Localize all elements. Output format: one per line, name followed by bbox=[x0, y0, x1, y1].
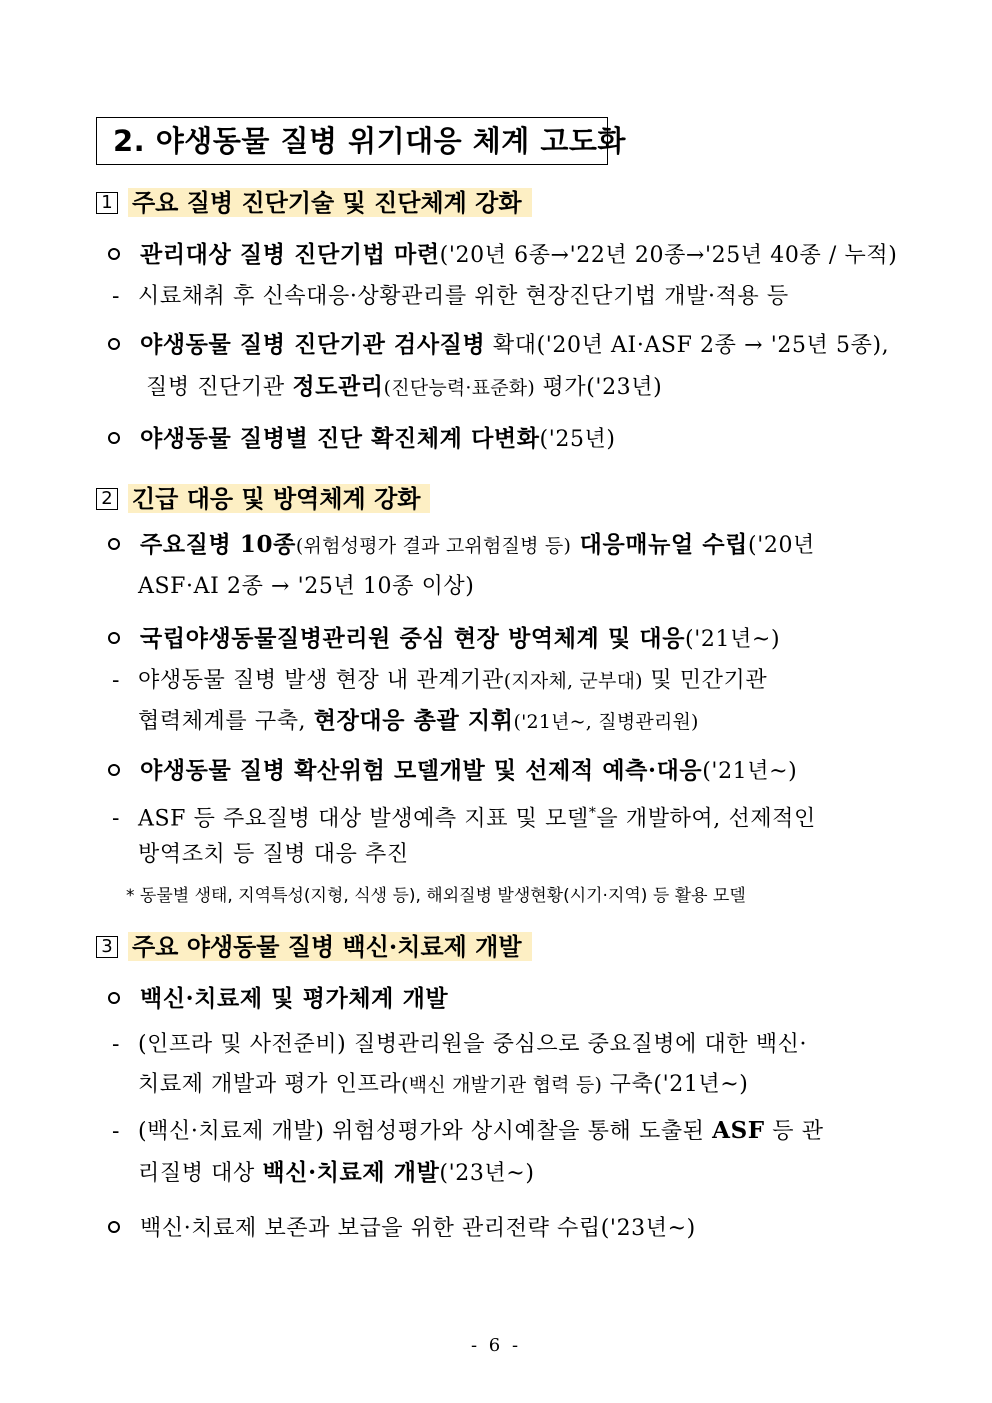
list-item-continuation bbox=[138, 1070, 749, 1100]
item-note: (백신 개발기관 협력 등) bbox=[401, 1074, 603, 1096]
item-note: (위험성평가 결과 고위험질병 등) bbox=[295, 535, 572, 557]
page-number: - 6 - bbox=[470, 1335, 522, 1356]
item-text: 을 개발하여, 선제적인 bbox=[596, 806, 816, 832]
item-emphasis: 야생동물 질병 진단기관 검사질병 bbox=[140, 331, 486, 358]
section-1-heading bbox=[96, 186, 532, 220]
item-text: ('20년 bbox=[748, 533, 815, 558]
item-text: 방역조치 등 질병 대응 추진 bbox=[138, 842, 409, 867]
section-number-box: 3 bbox=[96, 936, 118, 958]
list-item-continuation bbox=[138, 840, 409, 870]
footnote-marker: * bbox=[588, 805, 597, 821]
item-emphasis: 야생동물 질병 확산위험 모델개발 및 선제적 예측·대응 bbox=[140, 757, 703, 784]
item-text: 질병 진단기관 bbox=[146, 375, 293, 400]
dash-bullet: - bbox=[112, 284, 121, 309]
item-text: ('21년~) bbox=[702, 759, 798, 784]
circle-bullet-icon bbox=[108, 248, 120, 260]
list-item bbox=[108, 624, 780, 655]
item-text: 및 민간기관 bbox=[642, 668, 768, 693]
chapter-title: 2. 야생동물 질병 위기대응 체계 고도화 bbox=[96, 117, 608, 165]
list-item bbox=[108, 1214, 696, 1244]
item-note: ('21년~, 질병관리원) bbox=[513, 711, 699, 733]
circle-bullet-icon bbox=[108, 538, 120, 550]
list-item bbox=[112, 282, 789, 312]
item-text: ('20년 6종→'22년 20종→'25년 40종 / 누적) bbox=[439, 243, 898, 268]
list-item bbox=[108, 984, 448, 1015]
item-text: 구축('21년~) bbox=[602, 1072, 749, 1097]
item-note: (진단능력·표준화) bbox=[383, 377, 535, 399]
item-text: ASF·AI 2종 → '25년 10종 이상) bbox=[138, 574, 475, 599]
dash-bullet: - bbox=[112, 806, 121, 832]
footnote: * 동물별 생태, 지역특성(지형, 식생 등), 해외질병 발생현황(시기·지역) 등 활용 모델 bbox=[126, 886, 746, 906]
item-emphasis: 현장대응 총괄 지휘 bbox=[313, 707, 514, 734]
item-text: 협력체계를 구축, bbox=[138, 709, 314, 734]
item-emphasis: 백신·치료제 개발 bbox=[262, 1159, 440, 1186]
dash-bullet: - bbox=[112, 1119, 121, 1144]
list-item bbox=[112, 798, 816, 834]
item-emphasis: 주요질병 10종 bbox=[140, 531, 296, 558]
item-note: (지자체, 군부대) bbox=[503, 670, 643, 692]
item-text: 리질병 대상 bbox=[138, 1161, 263, 1186]
item-emphasis: 대응매뉴얼 수립 bbox=[571, 531, 749, 558]
section-title: 주요 야생동물 질병 백신·치료제 개발 bbox=[128, 932, 532, 961]
circle-bullet-icon bbox=[108, 432, 120, 444]
item-emphasis: 야생동물 질병별 진단 확진체계 다변화 bbox=[140, 425, 540, 452]
item-emphasis: 관리대상 질병 진단기법 마련 bbox=[140, 241, 440, 268]
item-emphasis: 정도관리 bbox=[292, 373, 384, 400]
circle-bullet-icon bbox=[108, 1221, 120, 1233]
item-text: 평가('23년) bbox=[534, 375, 663, 400]
list-item bbox=[108, 756, 797, 787]
section-title: 주요 질병 진단기술 및 진단체계 강화 bbox=[128, 188, 532, 217]
dash-bullet: - bbox=[112, 1032, 121, 1057]
section-2-heading bbox=[96, 482, 430, 516]
list-item-continuation bbox=[138, 706, 699, 737]
list-item bbox=[112, 1116, 824, 1147]
item-text: 확대('20년 AI·ASF 2종 → '25년 5종), bbox=[485, 333, 890, 358]
item-text: (인프라 및 사전준비) 질병관리원을 중심으로 중요질병에 대한 백신· bbox=[138, 1032, 808, 1057]
item-emphasis: 국립야생동물질병관리원 중심 현장 방역체계 및 대응 bbox=[140, 625, 686, 652]
circle-bullet-icon bbox=[108, 764, 120, 776]
section-title: 긴급 대응 및 방역체계 강화 bbox=[128, 484, 430, 513]
item-text: (백신·치료제 개발) 위험성평가와 상시예찰을 통해 도출된 bbox=[138, 1119, 713, 1144]
section-number-box: 1 bbox=[96, 192, 118, 214]
circle-bullet-icon bbox=[108, 992, 120, 1004]
item-text: ('25년) bbox=[539, 427, 616, 452]
item-text: ASF 등 주요질병 대상 발생예측 지표 및 모델 bbox=[138, 806, 589, 832]
item-emphasis: ASF bbox=[712, 1117, 765, 1144]
item-text: 등 관 bbox=[764, 1119, 824, 1144]
list-item-continuation bbox=[138, 572, 474, 602]
list-item bbox=[108, 240, 897, 271]
item-emphasis: 백신·치료제 및 평가체계 개발 bbox=[140, 985, 449, 1012]
dash-bullet: - bbox=[112, 668, 121, 693]
item-text: ('21년~) bbox=[685, 627, 781, 652]
list-item bbox=[112, 1030, 807, 1060]
list-item bbox=[108, 330, 889, 361]
item-text: 백신·치료제 보존과 보급을 위한 관리전략 수립('23년~) bbox=[140, 1216, 696, 1241]
circle-bullet-icon bbox=[108, 338, 120, 350]
list-item bbox=[108, 424, 616, 455]
list-item-continuation bbox=[146, 372, 662, 403]
item-text: 치료제 개발과 평가 인프라 bbox=[138, 1072, 402, 1097]
section-3-heading bbox=[96, 930, 532, 964]
list-item bbox=[112, 666, 767, 696]
item-text: 야생동물 질병 발생 현장 내 관계기관 bbox=[138, 668, 504, 693]
circle-bullet-icon bbox=[108, 632, 120, 644]
item-text: ('23년~) bbox=[439, 1161, 535, 1186]
item-text: 시료채취 후 신속대응·상황관리를 위한 현장진단기법 개발·적용 등 bbox=[138, 284, 789, 309]
section-number-box: 2 bbox=[96, 488, 118, 510]
list-item bbox=[108, 530, 815, 561]
list-item-continuation bbox=[138, 1158, 535, 1189]
